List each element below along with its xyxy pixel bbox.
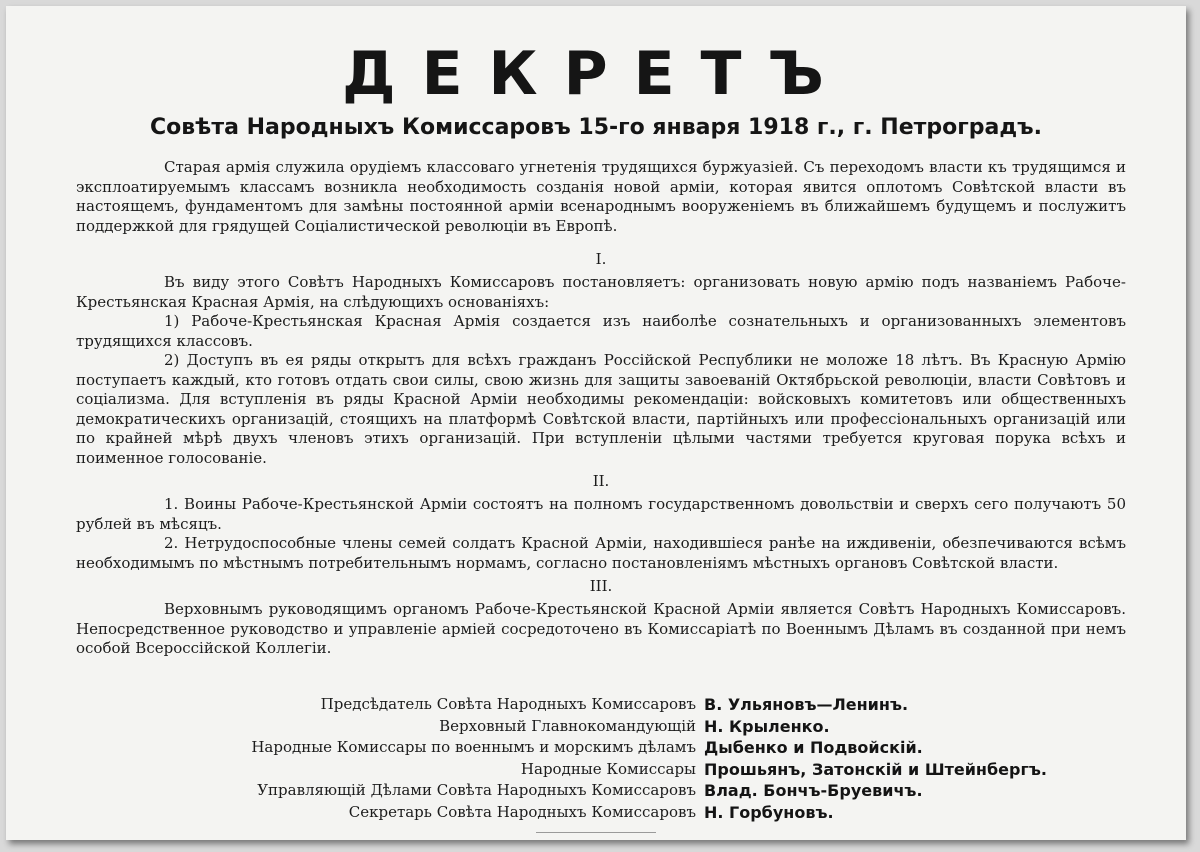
signature-name: В. Ульяновъ—Ленинъ.: [704, 695, 909, 714]
signature-role: Предсѣдатель Совѣта Народныхъ Комиссаровъ: [320, 695, 696, 713]
signature-name: Н. Горбуновъ.: [704, 802, 834, 822]
signature-role: Народные Комиссары: [520, 759, 696, 778]
signature-name: Прошьянъ, Затонскій и Штейнбергъ.: [704, 759, 1047, 779]
document-title: ДЕКРЕТЪ: [342, 39, 850, 109]
signature-block: [156, 694, 1056, 823]
preamble-paragraph: Старая армія служила орудіемъ классоваго угнетенія трудящихся буржуазіей. Съ переходомъ власти къ трудящимся и эксплоатируемымъ классамъ возникла необходимость созданія новой арміи, которая явится оплотомъ Совѣтской власти въ настоящемъ, фундаментомъ для замѣны постоянной арміи всенароднымъ вооруженіемъ въ ближайшемъ будущемъ и послужитъ поддержкой для грядущей Соціалистической революціи въ Европѣ.: [76, 158, 1126, 235]
bottom-divider: [536, 832, 656, 833]
section-3-text: Верховнымъ руководящимъ органомъ Рабоче-Крестьянской Красной Арміи является Совѣтъ Народныхъ Комиссаровъ. Непосредственное руководство и управленіе арміей сосредоточено въ Комиссаріатѣ по Военнымъ Дѣламъ въ созданной при немъ особой Всероссійской Коллегіи.: [76, 600, 1126, 657]
signature-role: Секретарь Совѣта Народныхъ Комиссаровъ: [348, 802, 696, 821]
section-2-item-1: 1. Воины Рабоче-Крестьянской Арміи состоятъ на полномъ государственномъ довольствіи и сверхъ сего получаютъ 50 рублей въ мѣсяцъ.: [76, 495, 1126, 533]
signature-name: Дыбенко и Подвойскій.: [704, 738, 923, 757]
section-heading-1: I.: [595, 250, 607, 268]
signature-role: Народные Комиссары по военнымъ и морскимъ дѣламъ: [251, 738, 696, 756]
section-2-item-2: 2. Нетрудоспособные члены семей солдатъ Красной Арміи, находившіеся ранѣе на иждивеніи, обезпечиваются всѣмъ необходимымъ по мѣстнымъ потребительнымъ нормамъ, согласно постановленіямъ мѣстныхъ органовъ Совѣтской власти.: [76, 534, 1126, 572]
signature-name: Н. Крыленко.: [704, 716, 830, 736]
section-heading-2: II.: [592, 472, 610, 490]
section-1-item-2: 2) Доступъ въ ея ряды открытъ для всѣхъ гражданъ Россійской Республики не моложе 18 лѣтъ. Въ Красную Армію поступаетъ каждый, кто готовъ отдать свои силы, свою жизнь для защиты завоеваній Октябрьской революціи, власти Совѣтовъ и соціализма. Для вступленія въ ряды Красной Арміи необходимы рекомендаціи: войсковыхъ комитетовъ или общественныхъ демократическихъ организацій, стоящихъ на платформѣ Совѣтской власти, партійныхъ или профессіональныхъ организацій или по крайней мѣрѣ двухъ членовъ этихъ организацій. При вступленіи цѣлыми частями требуется круговая порука всѣхъ и поименное голосованіе.: [76, 351, 1126, 467]
signature-name: Влад. Бончъ-Бруевичъ.: [704, 781, 923, 800]
signature-line: [156, 737, 1056, 759]
decree-document: [6, 6, 1186, 840]
signature-line: [156, 759, 1056, 781]
section-1-item-1: 1) Рабоче-Крестьянская Красная Армія создается изъ наиболѣе сознательныхъ и организованныхъ элементовъ трудящихся классовъ.: [76, 312, 1126, 350]
signature-line: [156, 802, 1056, 824]
section-1-intro: Въ виду этого Совѣтъ Народныхъ Комиссаровъ постановляетъ: организовать новую армію подъ названіемъ Рабоче-Крестьянская Красная Армія, на слѣдующихъ основаніяхъ:: [76, 273, 1126, 311]
signature-line: [156, 694, 1056, 716]
signature-line: [156, 780, 1056, 802]
signature-role: Управляющій Дѣлами Совѣта Народныхъ Комиссаровъ: [257, 781, 696, 799]
signature-line: [156, 716, 1056, 738]
signature-role: Верховный Главнокомандующій: [439, 716, 696, 735]
document-body: [76, 158, 1126, 659]
section-heading-3: III.: [589, 577, 613, 595]
document-subtitle: Совѣта Народныхъ Комиссаровъ 15-го января 1918 г., г. Петроградъ.: [150, 115, 1042, 140]
